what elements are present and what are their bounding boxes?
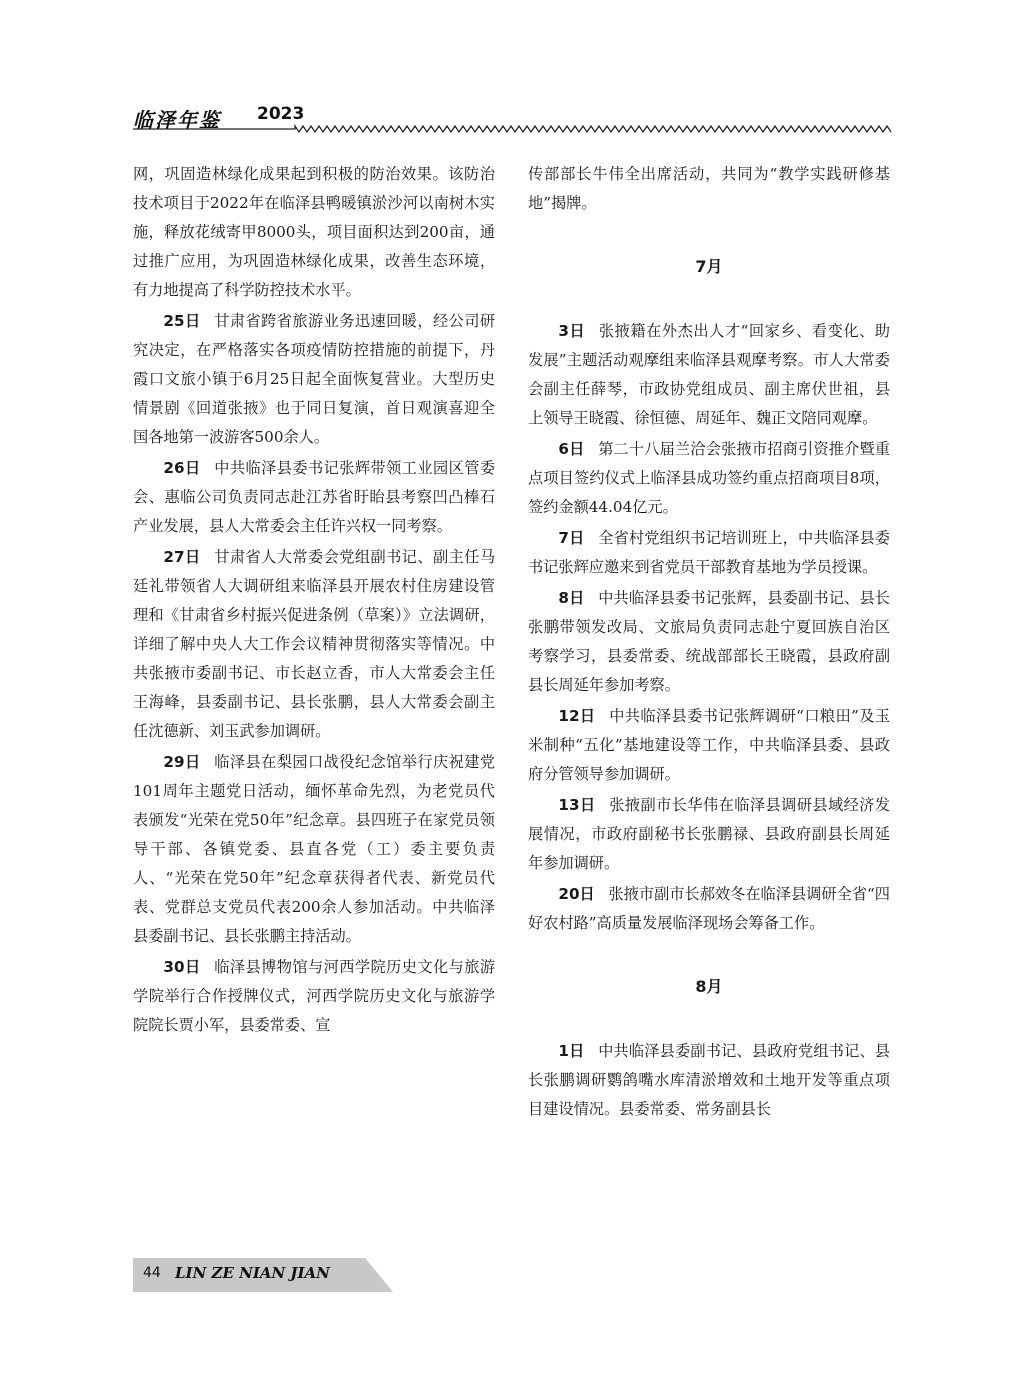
header-year: 2023 [257, 104, 305, 124]
entry-date: 7日 [558, 529, 585, 547]
entry-july-13: 13日 张掖副市长华伟在临泽县调研县域经济发展情况，市政府副秘书长张鹏禄、县政府副县长周延年参加调研。 [528, 796, 891, 872]
entry-date: 6日 [558, 440, 585, 458]
page-number: 44 [143, 1265, 161, 1281]
entry-june-26: 26日 中共临泽县委书记张辉带领工业园区管委会、惠临公司负责同志赴江苏省盱眙县考察凹凸棒石产业发展，县人大常委会主任许兴权一同考察。 [133, 459, 496, 535]
entry-date: 29日 [163, 753, 201, 771]
entry-date: 3日 [558, 322, 586, 340]
entry-june-25: 25日 甘肃省跨省旅游业务迅速回暖，经公司研究决定，在严格落实各项疫情防控措施的前提下，丹霞口文旅小镇于6月25日起全面恢复营业。大型历史情景剧《回道张掖》也于同日复演，首日观演喜迎全国各地第一波游客500余人。 [133, 312, 496, 446]
entry-date: 8日 [558, 589, 585, 607]
entry-july-3: 3日 张掖籍在外杰出人才“回家乡、看变化、助发展”主题活动观摩组来临泽县观摩考察。市人大常委会副主任薛琴，市政协党组成员、副主席伏世祖，县上领导王晓霞、徐恒德、周延年、魏正文陪同观摩。 [528, 322, 890, 427]
entry-date: 1日 [558, 1042, 585, 1060]
entry-continuation: 传部部长牛伟全出席活动，共同为“教学实践研修基地”揭牌。 [528, 165, 890, 212]
entry-july-12: 12日 中共临泽县委书记张辉调研“口粮田”及玉米制种“五化”基地建设等工作，中共临泽县委、县政府分管领导参加调研。 [528, 707, 891, 783]
entry-june-30: 30日 临泽县博物馆与河西学院历史文化与旅游学院举行合作授牌仪式，河西学院历史文化与旅游学院院长贾小军，县委常委、宣 [133, 958, 496, 1034]
entry-date: 26日 [163, 459, 201, 477]
entry-june-27: 27日 甘肃省人大常委会党组副书记、副主任马廷礼带领省人大调研组来临泽县开展农村住房建设管理和《甘肃省乡村振兴促进条例（草案）》立法调研，详细了解中央人大工作会议精神贯彻落实等情况。中共张掖市委副书记、市长赵立香，市人大常委会主任王海峰，县委副书记、县长张鹏，县人大常委会副主任沈德新、刘玉武参加调研。 [133, 548, 496, 740]
footer-title: LIN ZE NIAN JIAN [175, 1264, 330, 1282]
entry-date: 12日 [558, 707, 596, 725]
entry-july-7: 7日 全省村党组织书记培训班上，中共临泽县委书记张辉应邀来到省党员干部教育基地为学员授课。 [528, 529, 890, 576]
entry-august-1: 1日 中共临泽县委副书记、县政府党组书记、县长张鹏调研鹦鸽嘴水库清淤增效和土地开发等重点项目建设情况。县委常委、常务副县长 [528, 1042, 890, 1118]
page-header [133, 98, 893, 138]
month-heading-july: 7月 [695, 257, 723, 276]
header-wave-line [133, 124, 893, 134]
entry-continuation: 网，巩固造林绿化成果起到积极的防治效果。该防治技术项目于2022年在临泽县鸭暖镇淤沙河以南树木实施，释放花绒寄甲8000头，项目面积达到200亩，通过推广应用，为巩固造林绿化成果，改善生态环境，有力地提高了科学防控技术水平。 [133, 165, 495, 299]
entry-date: 13日 [558, 796, 596, 814]
left-column [133, 160, 495, 1042]
entry-date: 30日 [163, 958, 201, 976]
entry-july-8: 8日 中共临泽县委书记张辉，县委副书记、县长张鹏带领发改局、文旅局负责同志赴宁夏回族自治区考察学习，县委常委、统战部部长王晓霞，县政府副县长周延年参加考察。 [528, 589, 890, 694]
month-heading-august: 8月 [695, 977, 723, 996]
entry-july-20: 20日 张掖市副市长郝效冬在临泽县调研全省“四好农村路”高质量发展临泽现场会筹备工作。 [528, 885, 890, 932]
entry-date: 20日 [558, 885, 595, 903]
entry-date: 25日 [163, 312, 201, 330]
entry-july-6: 6日 第二十八届兰洽会张掖市招商引资推介暨重点项目签约仪式上临泽县成功签约重点招商项目8项，签约金额44.04亿元。 [528, 440, 890, 516]
right-column [528, 160, 890, 1126]
entry-june-29: 29日 临泽县在梨园口战役纪念馆举行庆祝建党101周年主题党日活动，缅怀革命先烈，为老党员代表颁发“光荣在党50年”纪念章。县四班子在家党员领导干部、各镇党委、县直各党（工）委主要负责人、“光荣在党50年”纪念章获得者代表、新党员代表、党群总支党员代表200余人参加活动。中共临泽县委副书记、县长张鹏主持活动。 [133, 753, 496, 945]
header-title: 临泽年鉴 [133, 108, 221, 132]
entry-date: 27日 [163, 548, 201, 566]
page-footer [133, 1258, 393, 1292]
